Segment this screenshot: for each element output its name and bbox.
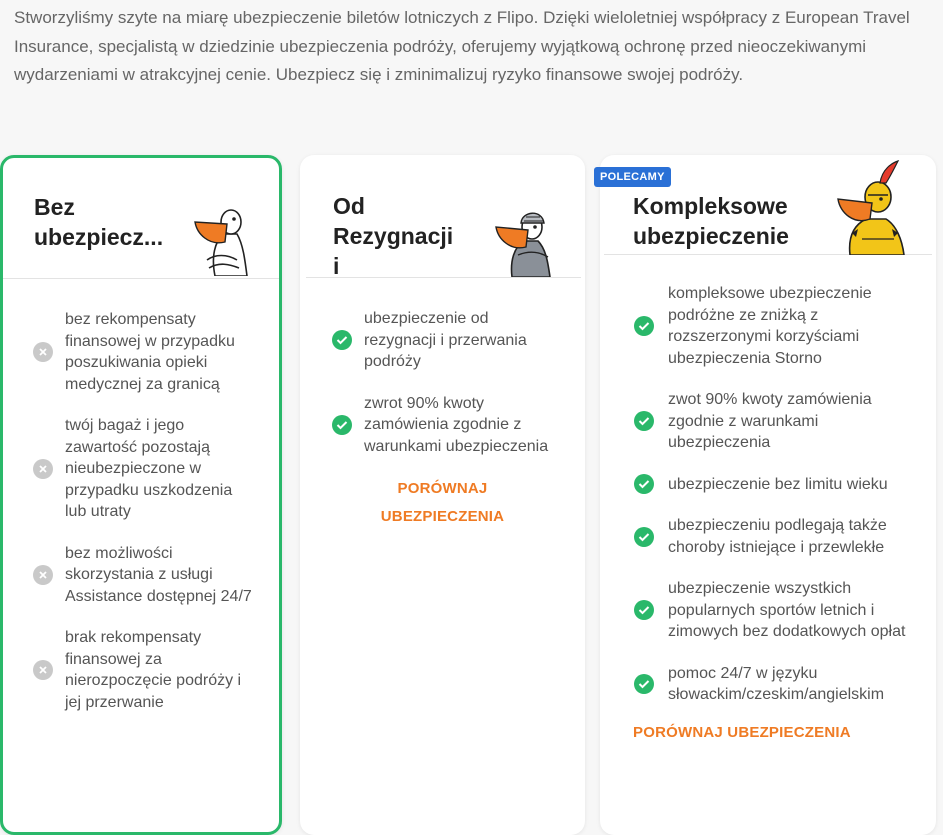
feature-text: pomoc 24/7 w języku słowackim/czeskim/angielskim bbox=[668, 664, 885, 703]
check-circle-icon bbox=[332, 415, 352, 435]
check-circle-icon bbox=[332, 330, 352, 350]
plan-title: Kompleksowe ubezpieczenie bbox=[633, 193, 789, 249]
feature-item bbox=[3, 415, 279, 523]
compare-insurance-link[interactable]: PORÓWNAJ UBEZPIECZENIA bbox=[633, 723, 851, 741]
plan-card-header bbox=[306, 155, 581, 278]
feature-item bbox=[600, 578, 936, 643]
plan-card-header bbox=[3, 158, 279, 279]
feature-list bbox=[3, 279, 279, 713]
feature-text: bez rekompensaty finansowej w przypadku poszukiwania opieki medycznej za granicą bbox=[65, 311, 235, 393]
cross-circle-icon bbox=[33, 459, 53, 479]
cross-circle-icon bbox=[33, 342, 53, 362]
check-circle-icon bbox=[634, 316, 654, 336]
plan-card-cancellation[interactable] bbox=[300, 155, 585, 835]
compare-insurance-link[interactable]: PORÓWNAJ UBEZPIECZENIA bbox=[380, 480, 505, 525]
feature-text: ubezpieczeniu podlegają także choroby istniejące i przewlekłe bbox=[668, 517, 887, 556]
cross-circle-icon bbox=[33, 660, 53, 680]
check-circle-icon bbox=[634, 474, 654, 494]
plan-card-comprehensive[interactable] bbox=[600, 155, 936, 835]
feature-list bbox=[600, 255, 936, 706]
feature-text: ubezpieczenie wszystkich popularnych sportów letnich i zimowych bez dodatkowych opłat bbox=[668, 580, 906, 640]
check-circle-icon bbox=[634, 600, 654, 620]
feature-text: brak rekompensaty finansowej za nierozpoczęcie podróży i jej przerwanie bbox=[65, 629, 242, 711]
feature-item bbox=[600, 663, 936, 706]
plan-card-no-insurance[interactable] bbox=[0, 155, 282, 835]
feature-item bbox=[3, 543, 279, 608]
feature-text: kompleksowe ubezpieczenie podróżne ze zniżką z rozszerzonymi korzyściami ubezpieczenia Storno bbox=[668, 285, 872, 367]
feature-item bbox=[3, 309, 279, 395]
pelican-arms-crossed-icon bbox=[193, 204, 253, 276]
cross-circle-icon bbox=[33, 565, 53, 585]
check-circle-icon bbox=[634, 527, 654, 547]
feature-item bbox=[3, 627, 279, 713]
feature-text: ubezpieczenie bez limitu wieku bbox=[668, 475, 888, 493]
plan-title: Od Rezygnacji i bbox=[333, 193, 454, 279]
feature-text: ubezpieczenie od rezygnacji i przerwania podróży bbox=[364, 310, 527, 370]
feature-item bbox=[600, 474, 936, 496]
check-circle-icon bbox=[634, 411, 654, 431]
feature-text: zwot 90% kwoty zamówienia zgodnie z warunkami ubezpieczenia bbox=[668, 391, 872, 451]
feature-item bbox=[600, 389, 936, 454]
feature-text: bez możliwości skorzystania z usługi Assistance dostępnej 24/7 bbox=[65, 544, 252, 605]
plan-title: Bez ubezpiecz... bbox=[34, 194, 164, 250]
intro-paragraph: Stworzyliśmy szyte na miarę ubezpieczenie biletów lotniczych z Flipo. Dzięki wieloletniej współpracy z European Travel Insurance, specjalistą w dziedzinie ubezpieczenia podróży, oferujemy wyjątkową ochronę przed nieoczekiwanymi wydarzeniami w atrakcyjnej cenie. Ubezpiecz się i zminimalizuj ryzyko finansowe swojej podróży. bbox=[14, 8, 910, 84]
feature-item bbox=[300, 393, 585, 458]
feature-item bbox=[600, 515, 936, 558]
feature-text: twój bagaż i jego zawartość pozostają nieubezpieczone w przypadku uszkodzenia lub utraty bbox=[65, 417, 233, 520]
check-circle-icon bbox=[634, 674, 654, 694]
feature-text: zwrot 90% kwoty zamówienia zgodnie z warunkami ubezpieczenia bbox=[364, 394, 549, 455]
feature-item bbox=[600, 283, 936, 369]
recommended-badge: POLECAMY bbox=[594, 167, 671, 187]
pelican-helmet-icon bbox=[494, 205, 554, 277]
pelican-knight-icon bbox=[836, 159, 906, 255]
feature-list bbox=[300, 278, 585, 457]
feature-item bbox=[300, 308, 585, 373]
